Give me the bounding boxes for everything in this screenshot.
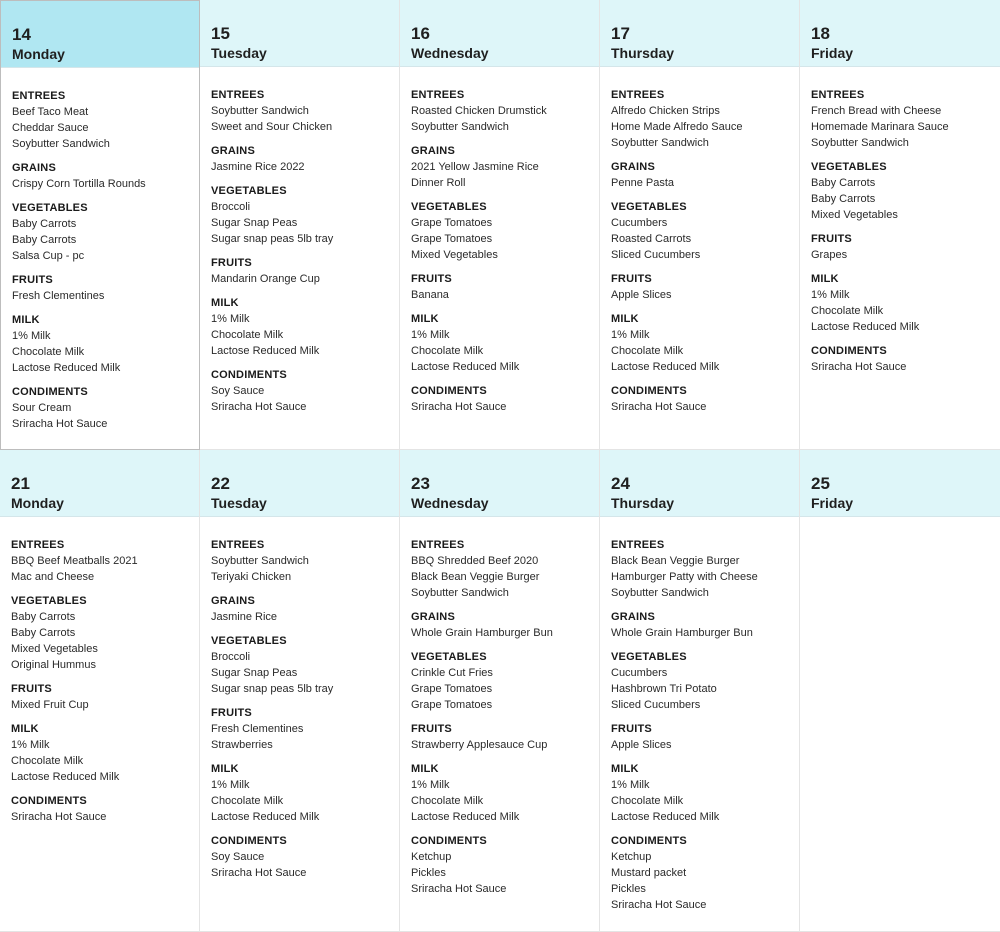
menu-item[interactable]: Soybutter Sandwich [12,138,110,150]
day-cell[interactable] [800,450,1000,932]
menu-item[interactable]: Lactose Reduced Milk [12,362,121,374]
menu-category [211,87,399,135]
day-number: 22 [211,474,230,493]
menu-item[interactable]: Sriracha Hot Sauce [411,883,507,895]
menu-item[interactable]: Sriracha Hot Sauce [811,361,907,373]
menu-item[interactable]: Sugar Snap Peas [211,667,298,679]
menu-category [611,271,799,303]
menu-category [611,311,799,375]
menu-category [12,312,199,376]
day-weekday: Monday [12,46,65,62]
category-title: GRAINS [411,611,455,623]
menu-category [411,311,599,375]
category-title: MILK [411,763,439,775]
menu-item[interactable]: Lactose Reduced Milk [11,771,120,783]
menu-category [611,159,799,191]
menu-item[interactable]: Sliced Cucumbers [611,249,701,261]
menu-category [11,593,199,673]
category-title: MILK [11,723,39,735]
menu-item[interactable]: Chocolate Milk [211,795,284,807]
menu-item[interactable]: Alfredo Chicken Strips [611,105,720,117]
menu-item[interactable]: Sugar snap peas 5lb tray [211,233,334,245]
category-title: ENTREES [811,89,865,101]
menu-category [611,761,799,825]
day-number: 21 [11,474,30,493]
category-title: FRUITS [411,723,452,735]
day-menu [400,67,599,415]
menu-item[interactable]: Baby Carrots [11,627,76,639]
category-title: CONDIMENTS [211,835,287,847]
menu-item[interactable]: Soybutter Sandwich [611,137,709,149]
menu-item[interactable]: Hashbrown Tri Potato [611,683,717,695]
menu-item[interactable]: Crinkle Cut Fries [411,667,493,679]
menu-category [611,609,799,641]
menu-item[interactable]: Soybutter Sandwich [811,137,909,149]
day-menu [200,517,399,881]
menu-item[interactable]: Broccoli [211,201,251,213]
menu-category [411,537,599,601]
menu-category [811,159,1000,223]
menu-item[interactable]: Mixed Fruit Cup [11,699,89,711]
menu-item[interactable]: Roasted Chicken Drumstick [411,105,547,117]
menu-item[interactable]: BBQ Beef Meatballs 2021 [11,555,138,567]
day-weekday: Thursday [611,45,675,61]
category-title: VEGETABLES [811,161,887,173]
menu-item[interactable]: Chocolate Milk [211,329,284,341]
menu-item[interactable]: BBQ Shredded Beef 2020 [411,555,539,567]
day-cell[interactable] [400,0,600,450]
day-menu [200,67,399,415]
menu-item[interactable]: Sriracha Hot Sauce [12,418,108,430]
category-title: VEGETABLES [11,595,87,607]
menu-item[interactable]: Sugar Snap Peas [211,217,298,229]
day-weekday: Wednesday [411,45,489,61]
category-title: VEGETABLES [611,201,687,213]
category-title: ENTREES [211,539,265,551]
category-title: FRUITS [211,257,252,269]
menu-item[interactable]: Strawberries [211,739,273,751]
category-title: CONDIMENTS [411,835,487,847]
menu-category [411,761,599,825]
menu-category [611,721,799,753]
menu-item[interactable]: Grape Tomatoes [411,217,493,229]
menu-item[interactable]: Home Made Alfredo Sauce [611,121,743,133]
menu-item[interactable]: Lactose Reduced Milk [611,811,720,823]
menu-item[interactable]: Mixed Vegetables [811,209,898,221]
menu-category [12,160,199,192]
category-title: GRAINS [411,145,455,157]
menu-item[interactable]: Sliced Cucumbers [611,699,701,711]
menu-item[interactable]: Sriracha Hot Sauce [611,401,707,413]
day-weekday: Friday [811,45,854,61]
menu-category [411,87,599,135]
category-title: FRUITS [811,233,852,245]
category-title: ENTREES [611,539,665,551]
category-title: ENTREES [411,539,465,551]
day-cell[interactable] [200,450,400,932]
menu-item[interactable]: Fresh Clementines [12,290,105,302]
menu-category [211,833,399,881]
menu-item[interactable]: Chocolate Milk [411,345,484,357]
menu-category [411,833,599,897]
menu-item[interactable]: Broccoli [211,651,251,663]
category-title: CONDIMENTS [611,385,687,397]
menu-category [11,681,199,713]
menu-item[interactable]: Chocolate Milk [811,305,884,317]
day-number: 24 [611,474,630,493]
category-title: CONDIMENTS [611,835,687,847]
day-cell[interactable] [0,0,200,450]
menu-item[interactable]: Soy Sauce [211,851,265,863]
menu-item[interactable]: Hamburger Patty with Cheese [611,571,758,583]
menu-item[interactable]: Chocolate Milk [12,346,85,358]
category-title: MILK [12,314,40,326]
day-menu [800,67,1000,375]
menu-item[interactable]: French Bread with Cheese [811,105,942,117]
day-number: 16 [411,24,430,43]
category-title: FRUITS [611,273,652,285]
category-title: CONDIMENTS [11,795,87,807]
menu-category [11,537,199,585]
menu-item[interactable]: Soybutter Sandwich [411,587,509,599]
menu-item[interactable]: Baby Carrots [811,193,876,205]
menu-item[interactable]: Lactose Reduced Milk [211,811,320,823]
day-number: 23 [411,474,430,493]
menu-item[interactable]: 1% Milk [811,289,850,301]
menu-item[interactable]: Soybutter Sandwich [211,105,309,117]
day-cell[interactable] [800,0,1000,450]
menu-item[interactable]: Sriracha Hot Sauce [11,811,107,823]
day-menu [800,517,1000,537]
category-title: ENTREES [611,89,665,101]
category-title: ENTREES [211,89,265,101]
category-title: MILK [211,763,239,775]
menu-category [811,231,1000,263]
menu-category [211,537,399,585]
day-cell[interactable] [200,0,400,450]
category-title: ENTREES [11,539,65,551]
category-title: VEGETABLES [611,651,687,663]
menu-item[interactable]: Grape Tomatoes [411,683,493,695]
menu-item[interactable]: Grape Tomatoes [411,233,493,245]
menu-category [211,255,399,287]
category-title: CONDIMENTS [211,369,287,381]
menu-item[interactable]: Beef Taco Meat [12,106,89,118]
menu-item[interactable]: Mandarin Orange Cup [211,273,320,285]
menu-category [411,143,599,191]
day-header[interactable] [600,0,799,67]
category-title: GRAINS [12,162,56,174]
menu-item[interactable]: Ketchup [411,851,452,863]
category-title: GRAINS [211,595,255,607]
day-menu [600,517,799,913]
menu-item[interactable]: Dinner Roll [411,177,466,189]
menu-item[interactable]: Chocolate Milk [411,795,484,807]
menu-category [11,793,199,825]
day-number: 18 [811,24,830,43]
menu-category [411,609,599,641]
category-title: MILK [611,313,639,325]
day-menu [1,68,199,432]
menu-item[interactable]: Strawberry Applesauce Cup [411,739,548,751]
category-title: ENTREES [411,89,465,101]
menu-item[interactable]: Black Bean Veggie Burger [611,555,740,567]
day-number: 25 [811,474,830,493]
menu-item[interactable]: Jasmine Rice [211,611,278,623]
menu-category [12,384,199,432]
menu-item[interactable]: Cucumbers [611,217,668,229]
category-title: GRAINS [211,145,255,157]
day-menu [0,517,199,825]
menu-item[interactable]: Soy Sauce [211,385,265,397]
menu-category [12,272,199,304]
menu-item[interactable]: Apple Slices [611,289,672,301]
menu-item[interactable]: Roasted Carrots [611,233,692,245]
category-title: ENTREES [12,90,66,102]
category-title: MILK [811,273,839,285]
menu-item[interactable]: Mixed Vegetables [11,643,98,655]
day-weekday: Tuesday [211,45,267,61]
category-title: VEGETABLES [211,635,287,647]
menu-item[interactable]: 1% Milk [411,329,450,341]
menu-item[interactable]: Sugar snap peas 5lb tray [211,683,334,695]
menu-item[interactable]: Sriracha Hot Sauce [211,867,307,879]
menu-category [211,367,399,415]
menu-category [611,199,799,263]
day-menu [600,67,799,415]
menu-item[interactable]: Pickles [411,867,446,879]
menu-category [11,721,199,785]
menu-item[interactable]: Original Hummus [11,659,96,671]
menu-item[interactable]: Baby Carrots [12,218,77,230]
day-header[interactable] [800,0,1000,67]
menu-category [211,761,399,825]
day-header[interactable] [200,0,399,67]
menu-item[interactable]: Penne Pasta [611,177,674,189]
menu-category [611,537,799,601]
menu-item[interactable]: Lactose Reduced Milk [211,345,320,357]
menu-item[interactable]: Mustard packet [611,867,687,879]
menu-category [411,721,599,753]
menu-category [12,88,199,152]
menu-item[interactable]: Mixed Vegetables [411,249,498,261]
menu-item[interactable]: Jasmine Rice 2022 [211,161,305,173]
menu-item[interactable]: Soybutter Sandwich [411,121,509,133]
menu-item[interactable]: Homemade Marinara Sauce [811,121,949,133]
category-title: MILK [611,763,639,775]
category-title: MILK [211,297,239,309]
menu-item[interactable]: Baby Carrots [811,177,876,189]
menu-item[interactable]: Chocolate Milk [611,345,684,357]
menu-category [611,87,799,151]
menu-item[interactable]: Lactose Reduced Milk [411,361,520,373]
menu-item[interactable]: 1% Milk [211,779,250,791]
menu-category [611,833,799,913]
day-header[interactable] [0,450,199,517]
menu-item[interactable]: 2021 Yellow Jasmine Rice [411,161,539,173]
menu-category [12,200,199,264]
category-title: FRUITS [411,273,452,285]
menu-item[interactable]: Lactose Reduced Milk [811,321,920,333]
menu-item[interactable]: Crispy Corn Tortilla Rounds [12,178,146,190]
menu-item[interactable]: Pickles [611,883,646,895]
day-weekday: Monday [11,495,64,511]
menu-item[interactable]: 1% Milk [211,313,250,325]
menu-item[interactable]: Baby Carrots [12,234,77,246]
menu-item[interactable]: Cucumbers [611,667,668,679]
menu-category [811,87,1000,151]
menu-item[interactable]: Apple Slices [611,739,672,751]
menu-item[interactable]: Sweet and Sour Chicken [211,121,333,133]
menu-category [211,143,399,175]
day-number: 14 [12,25,31,44]
category-title: CONDIMENTS [12,386,88,398]
day-header[interactable] [400,450,599,517]
menu-item[interactable]: Whole Grain Hamburger Bun [411,627,553,639]
menu-item[interactable]: Sriracha Hot Sauce [611,899,707,911]
menu-item[interactable]: 1% Milk [411,779,450,791]
category-title: VEGETABLES [411,651,487,663]
menu-category [811,343,1000,375]
week-row [0,450,1000,932]
menu-category [611,649,799,713]
menu-category [211,295,399,359]
menu-item[interactable]: Sriracha Hot Sauce [211,401,307,413]
menu-category [211,183,399,247]
category-title: VEGETABLES [411,201,487,213]
menu-category [211,593,399,625]
category-title: GRAINS [611,161,655,173]
day-weekday: Friday [811,495,854,511]
menu-item[interactable]: Lactose Reduced Milk [611,361,720,373]
day-header[interactable] [800,450,1000,517]
menu-item[interactable]: 1% Milk [611,329,650,341]
menu-item[interactable]: Sriracha Hot Sauce [411,401,507,413]
menu-category [211,633,399,697]
menu-item[interactable]: Chocolate Milk [11,755,84,767]
menu-item[interactable]: Mac and Cheese [11,571,95,583]
day-header[interactable] [1,1,199,68]
menu-category [611,383,799,415]
menu-item[interactable]: Baby Carrots [11,611,76,623]
week-row [0,0,1000,450]
day-weekday: Thursday [611,495,675,511]
day-header[interactable] [400,0,599,67]
menu-category [411,271,599,303]
menu-item[interactable]: Banana [411,289,449,301]
menu-item[interactable]: Lactose Reduced Milk [411,811,520,823]
menu-item[interactable]: Sour Cream [12,402,72,414]
day-number: 15 [211,24,230,43]
menu-category [411,383,599,415]
day-cell[interactable] [600,0,800,450]
menu-item[interactable]: Cheddar Sauce [12,122,89,134]
menu-category [411,199,599,263]
day-number: 17 [611,24,630,43]
menu-item[interactable]: Black Bean Veggie Burger [411,571,540,583]
day-weekday: Wednesday [411,495,489,511]
menu-item[interactable]: Ketchup [611,851,652,863]
menu-item[interactable]: Salsa Cup - pc [12,250,85,262]
menu-item[interactable]: 1% Milk [12,330,51,342]
category-title: VEGETABLES [12,202,88,214]
day-cell[interactable] [0,450,200,932]
menu-item[interactable]: Fresh Clementines [211,723,304,735]
menu-item[interactable]: Chocolate Milk [611,795,684,807]
day-header[interactable] [200,450,399,517]
menu-category [211,705,399,753]
category-title: FRUITS [611,723,652,735]
day-menu [400,517,599,897]
day-header[interactable] [600,450,799,517]
category-title: FRUITS [11,683,52,695]
menu-item[interactable]: Grape Tomatoes [411,699,493,711]
menu-item[interactable]: Soybutter Sandwich [611,587,709,599]
day-cell[interactable] [400,450,600,932]
menu-item[interactable]: Whole Grain Hamburger Bun [611,627,753,639]
menu-item[interactable]: 1% Milk [11,739,50,751]
category-title: GRAINS [611,611,655,623]
menu-item[interactable]: 1% Milk [611,779,650,791]
category-title: VEGETABLES [211,185,287,197]
menu-item[interactable]: Soybutter Sandwich [211,555,309,567]
category-title: CONDIMENTS [411,385,487,397]
category-title: MILK [411,313,439,325]
category-title: FRUITS [211,707,252,719]
menu-category [811,271,1000,335]
category-title: CONDIMENTS [811,345,887,357]
category-title: FRUITS [12,274,53,286]
day-cell[interactable] [600,450,800,932]
menu-item[interactable]: Grapes [811,249,848,261]
menu-item[interactable]: Teriyaki Chicken [211,571,292,583]
menu-category [411,649,599,713]
day-weekday: Tuesday [211,495,267,511]
